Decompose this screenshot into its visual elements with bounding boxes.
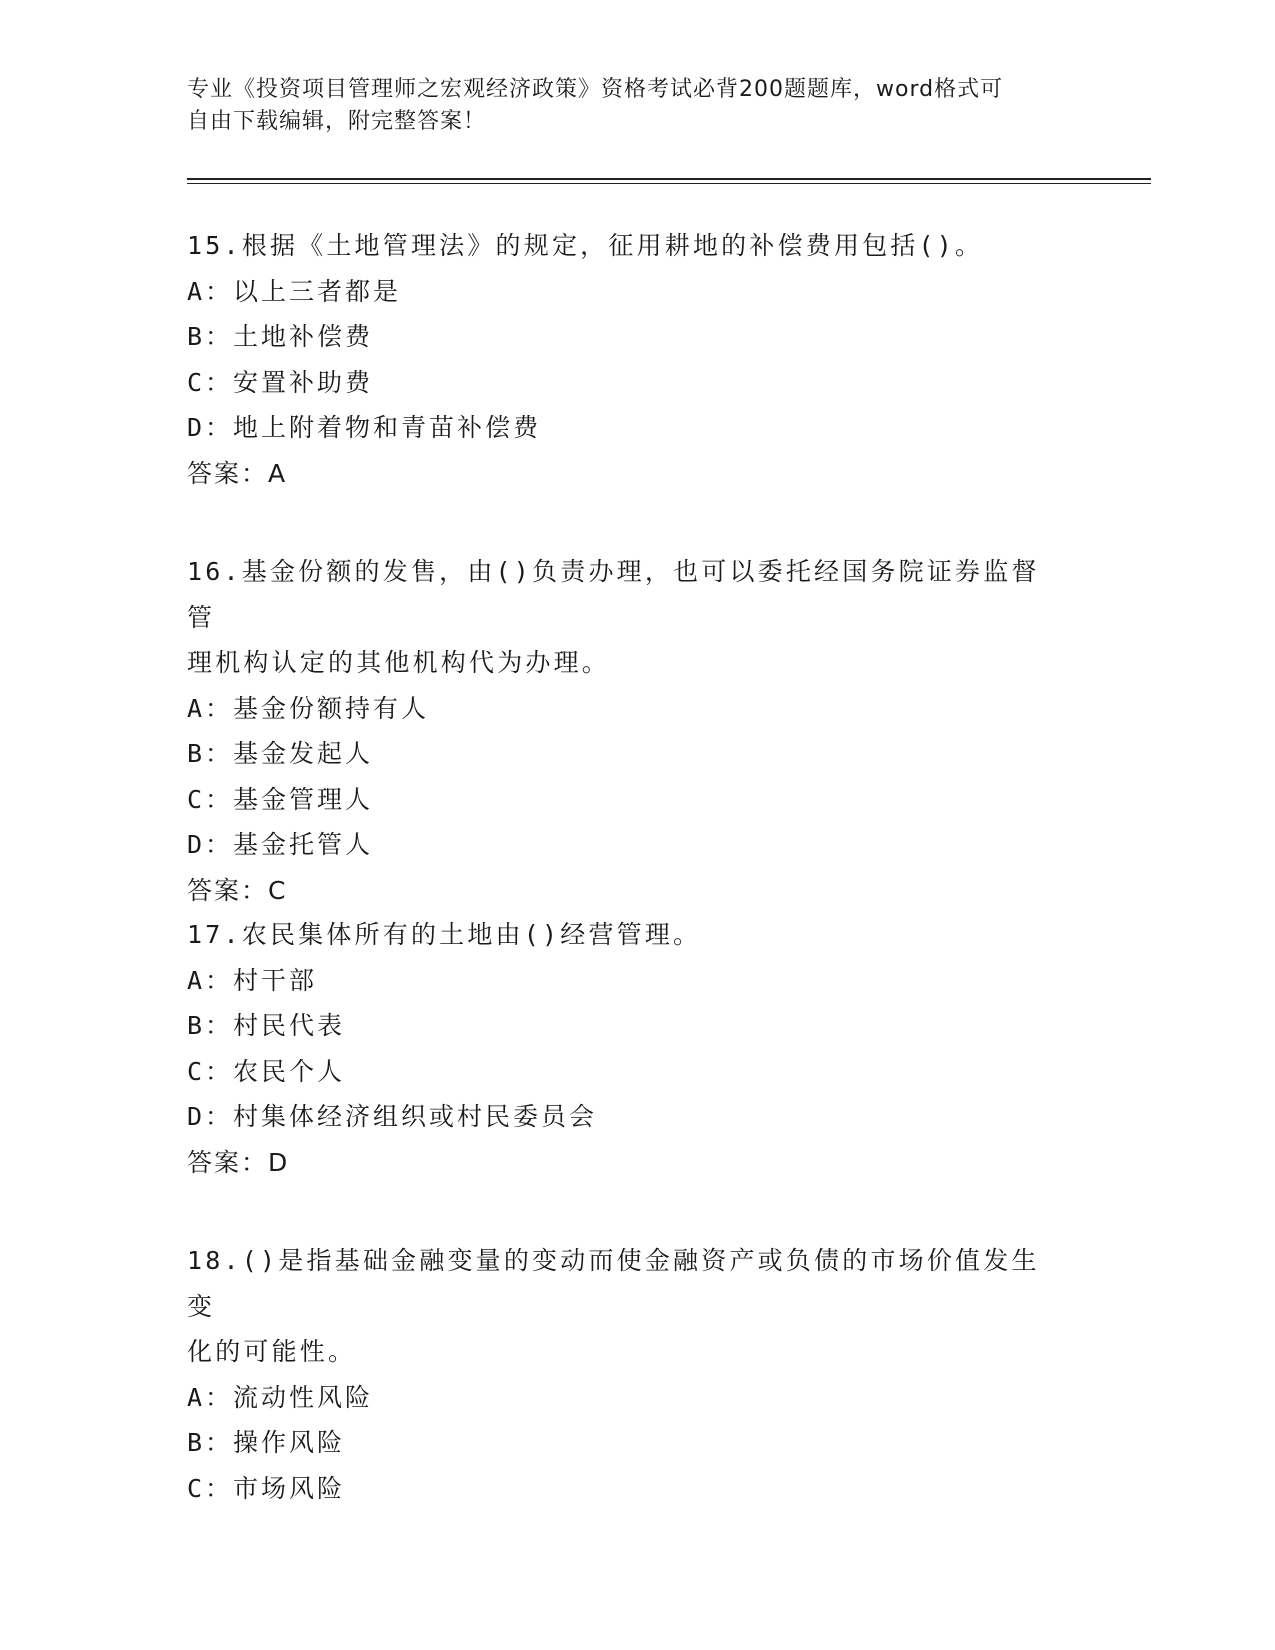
- question-stem-line: 15.根据《土地管理法》的规定，征用耕地的补偿费用包括()。: [187, 231, 984, 260]
- option-b: B：操作风险: [187, 1428, 346, 1457]
- option-c: C：市场风险: [187, 1473, 346, 1503]
- option-c: C：农民个人: [187, 1056, 346, 1086]
- question-16: [187, 549, 1067, 913]
- question-stem-line: 18.()是指基础金融变量的变动而使金融资产或负债的市场价值发生变: [187, 1246, 1040, 1321]
- header-line-1: 专业《投资项目管理师之宏观经济政策》资格考试必背200题题库，word格式可: [187, 77, 1004, 102]
- answer-line: 答案：D: [187, 1147, 290, 1177]
- document-header: [187, 74, 1067, 138]
- question-stem: [187, 549, 1067, 686]
- header-line-2: 自由下载编辑，附完整答案！: [187, 109, 487, 134]
- header-divider: [187, 178, 1151, 184]
- option-d: D：基金托管人: [187, 830, 374, 859]
- option-b: B：基金发起人: [187, 739, 374, 768]
- question-17: [187, 912, 1067, 1185]
- option-c: C：基金管理人: [187, 784, 374, 814]
- option-a: A：流动性风险: [187, 1382, 374, 1412]
- option-a: A：基金份额持有人: [187, 693, 430, 723]
- question-15: [187, 223, 1067, 496]
- option-c: C：安置补助费: [187, 367, 374, 397]
- option-a: A：以上三者都是: [187, 276, 402, 306]
- question-18: [187, 1238, 1067, 1511]
- question-stem: [187, 223, 1067, 269]
- question-stem-line: 理机构认定的其他机构代为办理。: [187, 648, 611, 677]
- option-d: D：地上附着物和青苗补偿费: [187, 413, 542, 442]
- option-d: D：村集体经济组织或村民委员会: [187, 1102, 598, 1131]
- question-stem-line: 16.基金份额的发售，由()负责办理，也可以委托经国务院证券监督管: [187, 557, 1040, 632]
- option-a: A：村干部: [187, 965, 318, 995]
- question-stem-line: 化的可能性。: [187, 1337, 357, 1366]
- option-b: B：村民代表: [187, 1011, 346, 1040]
- question-stem: [187, 1238, 1067, 1375]
- answer-line: 答案：A: [187, 458, 288, 488]
- option-b: B：土地补偿费: [187, 322, 374, 351]
- answer-line: 答案：C: [187, 875, 288, 905]
- question-stem-line: 17.农民集体所有的土地由()经营管理。: [187, 920, 702, 949]
- question-stem: [187, 912, 1067, 958]
